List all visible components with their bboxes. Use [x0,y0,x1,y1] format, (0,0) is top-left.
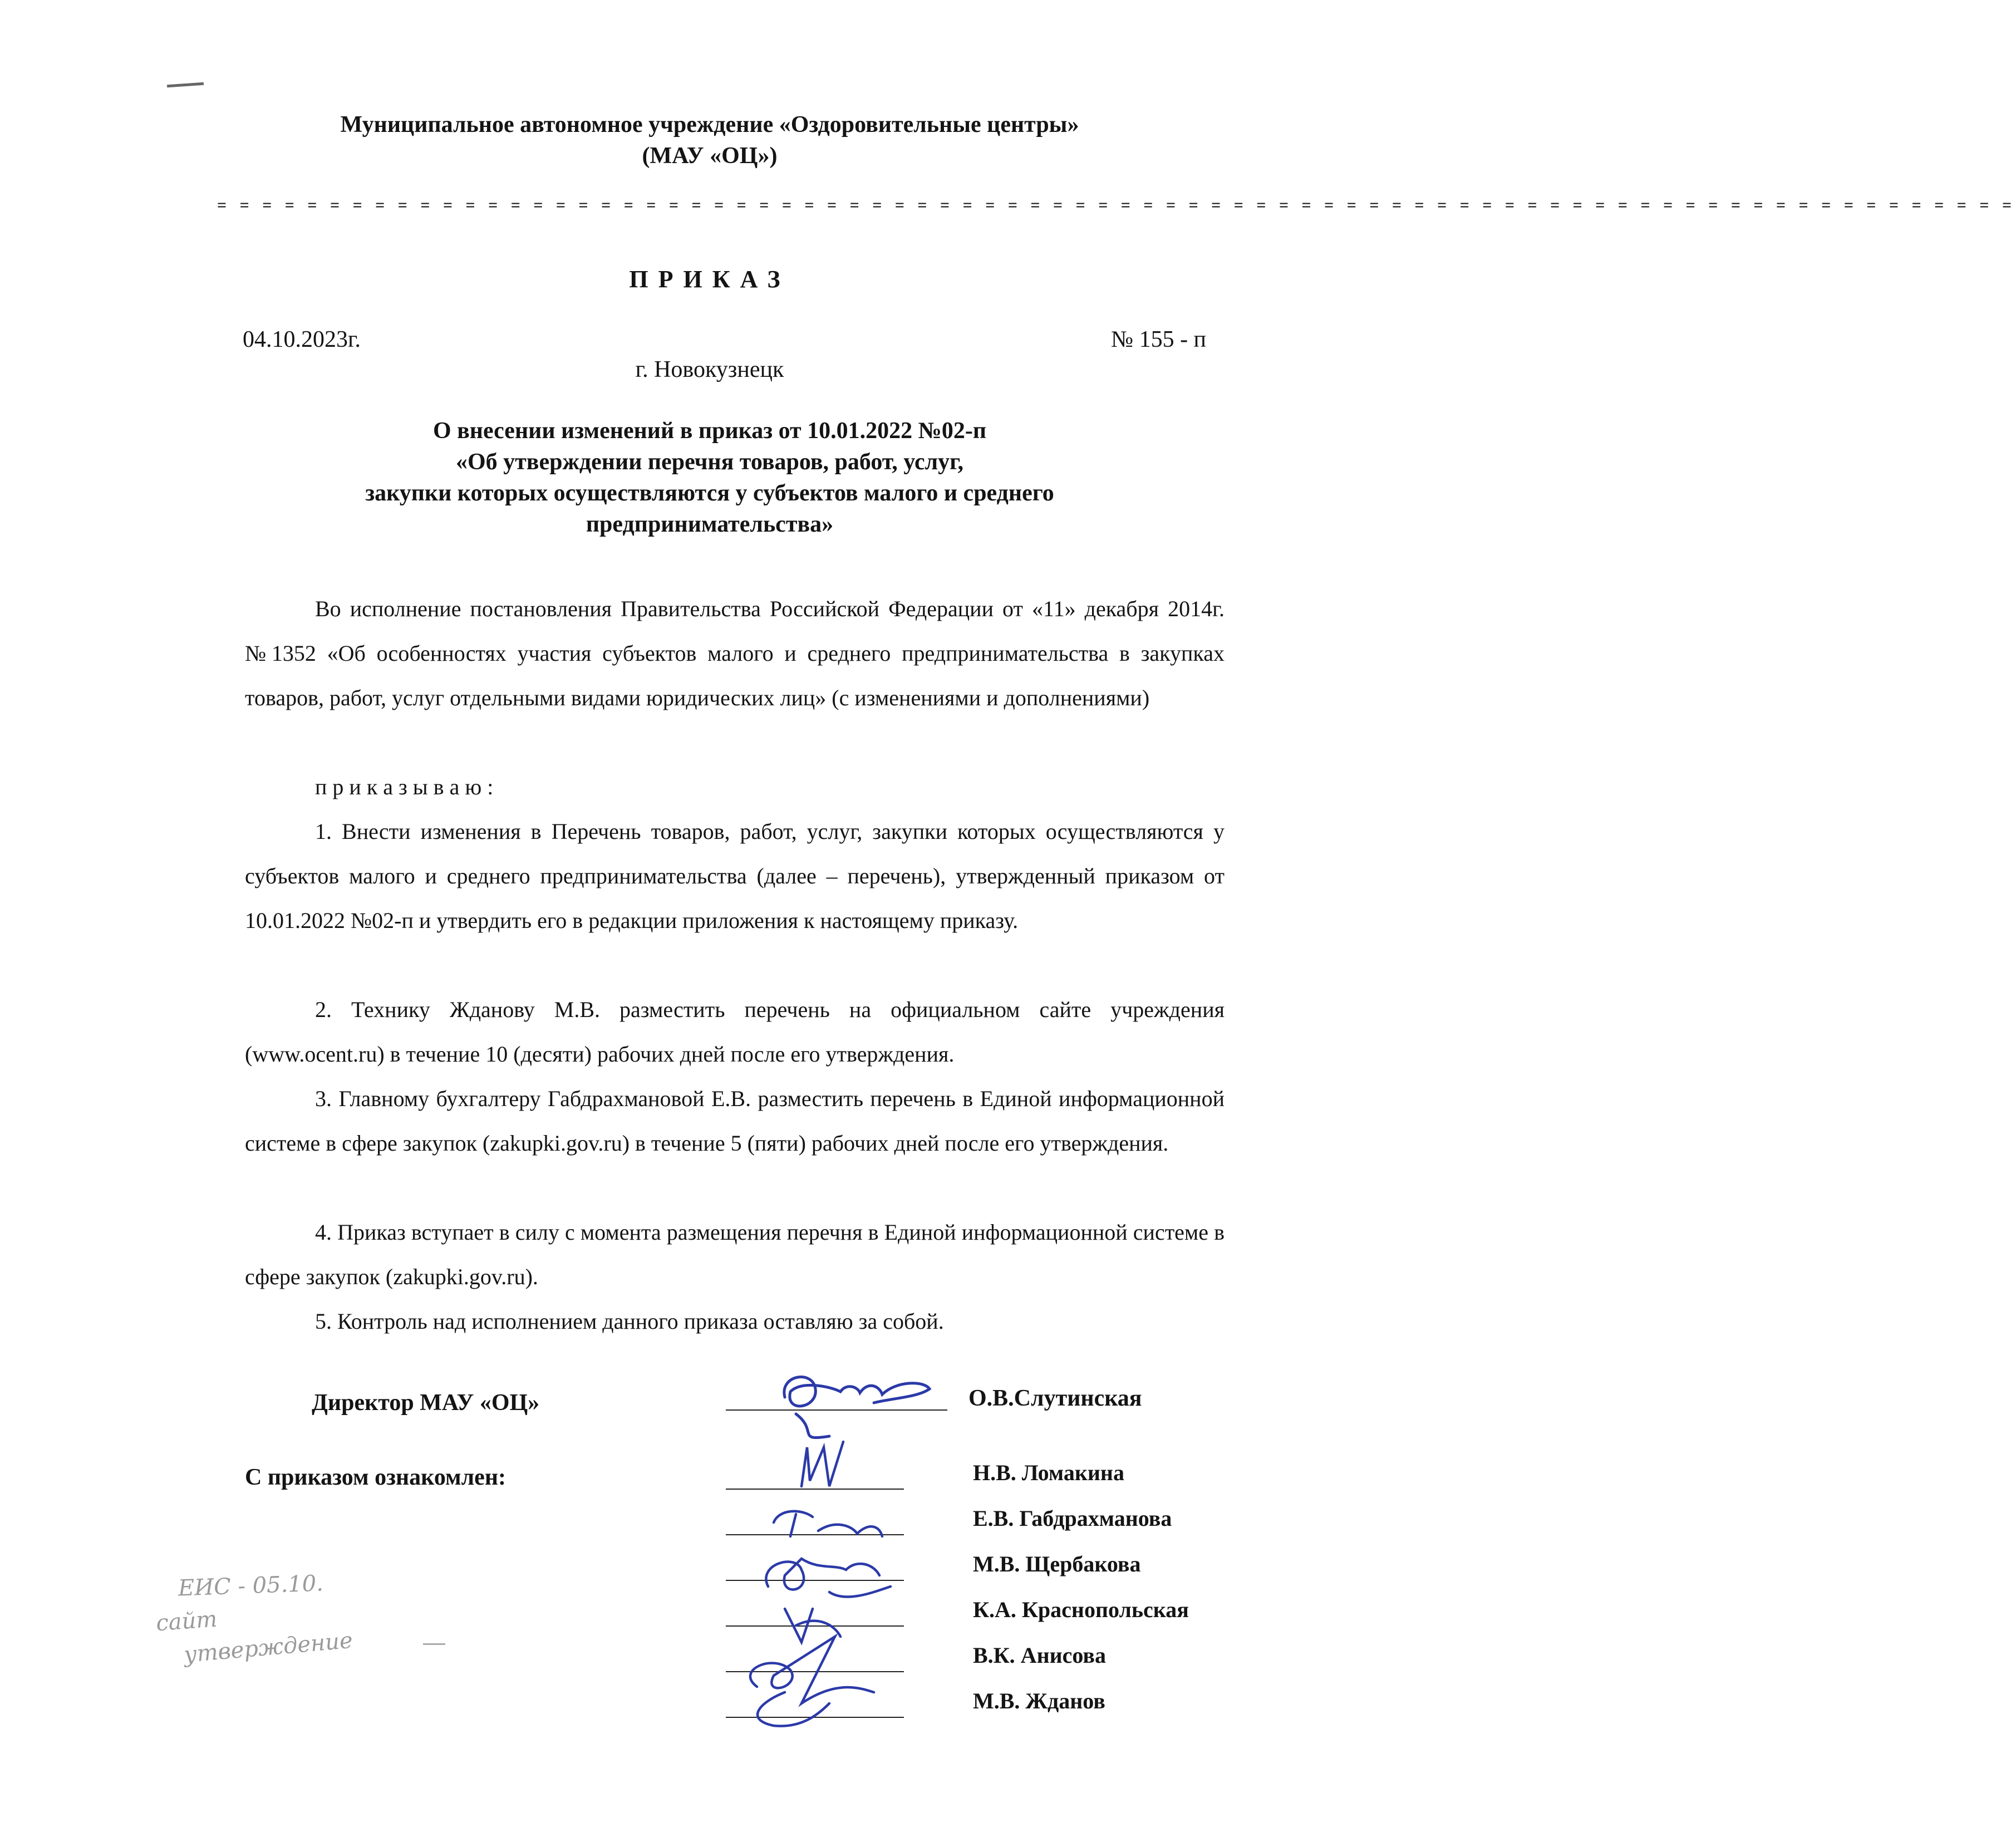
subject [0,415,1419,540]
handwritten-note-line-3: утверждение [183,1627,354,1668]
acquainted-label: С приказом ознакомлен: [245,1465,507,1490]
order-number: № 155 - п [1111,327,1207,352]
item-2: 2. Технику Жданову М.В. разместить перечень на официальном сайте учреждения (www.ocent.ru) в течение 10 (десяти) рабочих дней после его утверждения. [245,997,1225,1067]
preamble: Во исполнение постановления Правительства Российской Федерации от «11» декабря 2014г. №1352 «Об особенностях участия субъектов малого и среднего предпринимательства в закупках товаров, работ, услуг отдельными видами юридических лиц» (с изменениями и дополнениями) [245,596,1225,710]
employee-name-3: М.В. Щербакова [973,1551,1141,1576]
director-name: О.В.Слутинская [968,1386,1142,1411]
order-date: 04.10.2023г. [243,327,361,352]
subject-line-3: закупки которых осуществляются у субъектов малого и среднего [365,480,1054,506]
subject-line-1: О внесении изменений в приказ от 10.01.2022 №02-п [432,418,987,444]
item-1: 1. Внести изменения в Перечень товаров, работ, услуг, закупки которых осуществляются у субъектов малого и среднего предпринимательства (далее – перечень), утвержденный приказом от 10.01.2022 №02-п и утвердить его в редакции приложения к настоящему приказу. [245,819,1225,933]
handwritten-note-line-1: ЕИС - 05.10. [178,1570,324,1602]
org-name: Муниципальное автономное учреждение «Оздоровительные центры» [340,112,1079,137]
employee-name-4: К.А. Краснопольская [973,1597,1189,1622]
pencil-dash [423,1643,445,1645]
document-title: ПРИКАЗ [629,266,790,293]
handwritten-note-line-2: сайт [155,1606,218,1637]
employee-name-2: Е.В. Габдрахманова [973,1506,1172,1531]
separator-line: = = = = = = = = = = = = = = = = = = = = = = = = = = = = = = = = = = = = = = = = = = = = = = = = = = = = = = = = = = = = = = = = = = = = = = = = = = = = = = = = [217,196,2016,214]
employee-name-6: М.В. Жданов [973,1688,1105,1713]
stray-mark [167,82,204,88]
employee-name-1: Н.В. Ломакина [973,1460,1124,1485]
item-3: 3. Главному бухгалтеру Габдрахмановой Е.В. разместить перечень в Единой информационной системе в сфере закупок (zakupki.gov.ru) в течение 5 (пяти) рабочих дней после его утверждения. [245,1086,1225,1156]
org-short-name: (МАУ «ОЦ») [642,143,778,169]
employee-name-5: В.К. Анисова [973,1643,1107,1668]
employee-signatures [690,1425,957,1737]
handwritten-note [155,1570,354,1668]
subject-line-2: «Об утверждении перечня товаров, работ, услуг, [455,449,963,475]
city: г. Новокузнецк [635,357,784,382]
subject-line-4: предпринимательства» [586,512,834,537]
order-word: п р и к а з ы в а ю : [315,774,494,799]
item-4: 4. Приказ вступает в силу с момента размещения перечня в Единой информационной системе в сфере закупок (zakupki.gov.ru). [245,1220,1225,1289]
item-5: 5. Контроль над исполнением данного приказа оставляю за собой. [315,1309,944,1334]
director-label: Директор МАУ «ОЦ» [312,1390,540,1416]
